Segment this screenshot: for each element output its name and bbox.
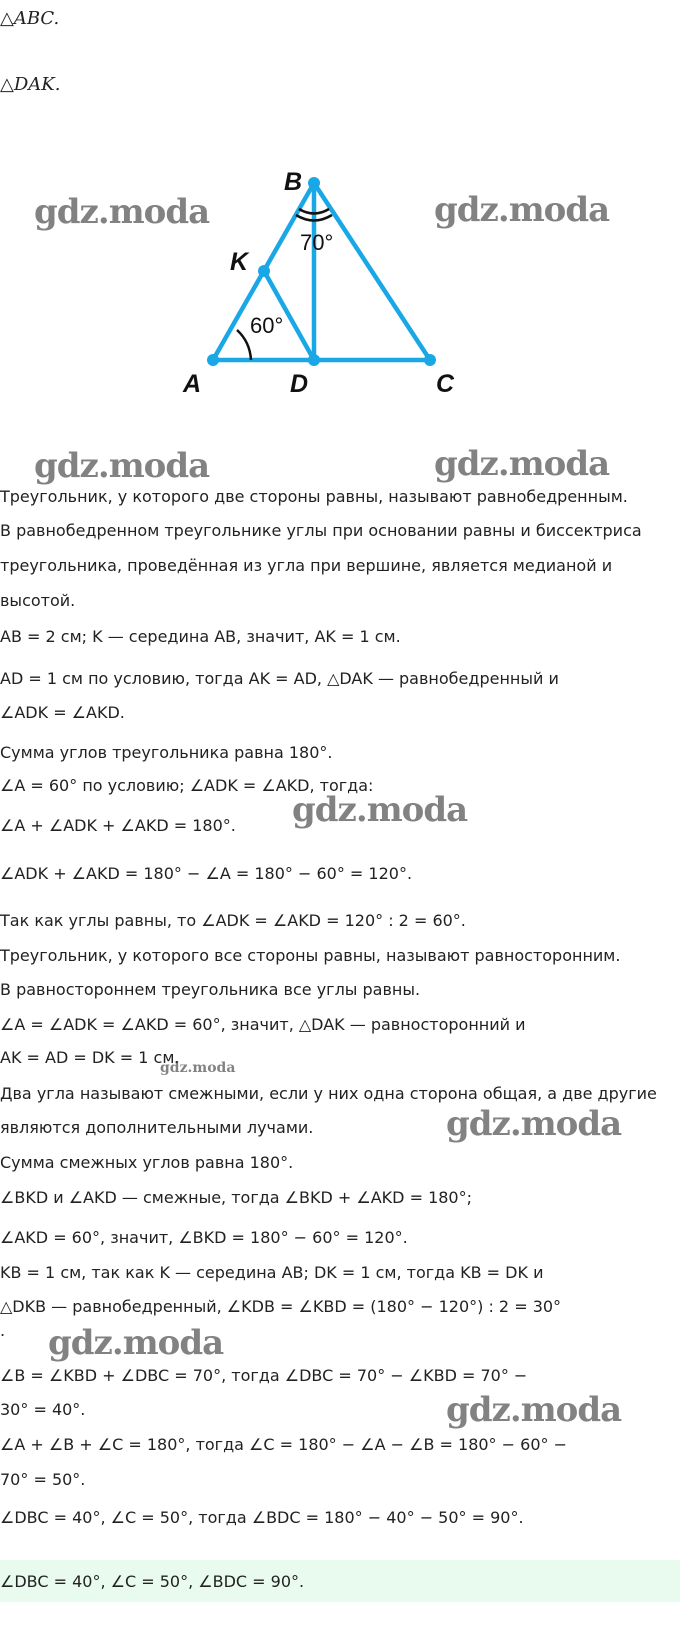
text-line: KB = 1 см, так как K — середина AB; DK = 1 см, тогда KB = DK и (0, 1263, 544, 1282)
text-line: ∠B = ∠KBD + ∠DBC = 70°, тогда ∠DBC = 70° − ∠KBD = 70° − (0, 1366, 528, 1385)
text-line: ∠ADK + ∠AKD = 180° − ∠A = 180° − 60° = 120°. (0, 864, 413, 883)
text-line: В равностороннем треугольника все углы равны. (0, 980, 421, 999)
point-d (308, 354, 320, 366)
text-line: 30° = 40°. (0, 1400, 86, 1419)
text-line: Треугольник, у которого все стороны равны, называют равносторонним. (0, 946, 621, 965)
text-line: Два угла называют смежными, если у них одна сторона общая, а две другие (0, 1084, 657, 1103)
watermark: gdz.moda (34, 446, 210, 486)
label-b: B (284, 168, 303, 196)
watermark: gdz.moda (446, 1390, 622, 1430)
header-line-dak: △DAK. (0, 74, 61, 95)
text-line: ∠BKD и ∠AKD — смежные, тогда ∠BKD + ∠AKD = 180°; (0, 1188, 472, 1207)
text-line: ∠AKD = 60°, значит, ∠BKD = 180° − 60° = 120°. (0, 1228, 408, 1247)
watermark: gdz.moda (446, 1104, 622, 1144)
label-k: K (230, 248, 249, 276)
text-line: Треугольник, у которого две стороны равны, называют равнобедренным. (0, 487, 628, 506)
label-d: D (290, 370, 309, 398)
text-line: ∠DBC = 40°, ∠C = 50°, тогда ∠BDC = 180° − 40° − 50° = 90°. (0, 1508, 524, 1527)
point-c (424, 354, 436, 366)
text-line: ∠A = ∠ADK = ∠AKD = 60°, значит, △DAK — равносторонний и (0, 1015, 526, 1034)
text-line: AB = 2 см; K — середина AB, значит, AK = 1 см. (0, 627, 401, 646)
watermark: gdz.moda (434, 190, 610, 230)
text-line: AD = 1 см по условию, тогда AK = AD, △DAK — равнобедренный и (0, 669, 559, 688)
text-line: В равнобедренном треугольнике углы при основании равны и биссектриса (0, 521, 642, 540)
text-line: △DKB — равнобедренный, ∠KDB = ∠KBD = (180° − 120°) : 2 = 30° (0, 1297, 562, 1316)
text-line: треугольника, проведённая из угла при вершине, является медианой и (0, 556, 613, 575)
text-line: ∠A + ∠B + ∠C = 180°, тогда ∠C = 180° − ∠A − ∠B = 180° − 60° − (0, 1435, 567, 1454)
text-line: ∠A = 60° по условию; ∠ADK = ∠AKD, тогда: (0, 776, 374, 795)
label-c: C (436, 370, 455, 398)
label-a: A (183, 370, 202, 398)
text-line: AK = AD = DK = 1 см. (0, 1048, 180, 1067)
watermark: gdz.moda (34, 192, 210, 232)
angle-a-label: 60° (250, 313, 284, 338)
point-b (308, 177, 320, 189)
text-line: Так как углы равны, то ∠ADK = ∠AKD = 120° : 2 = 60°. (0, 911, 466, 930)
text-line: высотой. (0, 591, 76, 610)
point-a (207, 354, 219, 366)
text-line: Сумма смежных углов равна 180°. (0, 1153, 294, 1172)
side-bc (314, 183, 430, 360)
text-line: 70° = 50°. (0, 1470, 86, 1489)
angle-b-label: 70° (300, 230, 334, 255)
watermark: gdz.moda (292, 790, 468, 830)
text-line: ∠A + ∠ADK + ∠AKD = 180°. (0, 816, 236, 835)
text-line: являются дополнительными лучами. (0, 1118, 314, 1137)
text-line: . (0, 1321, 6, 1340)
text-line: Сумма углов треугольника равна 180°. (0, 743, 333, 762)
watermark: gdz.moda (434, 444, 610, 484)
header-line-abc: △ABC. (0, 8, 60, 29)
watermark: gdz.moda (48, 1323, 224, 1363)
watermark: gdz.moda (160, 1060, 236, 1076)
arc-a (237, 330, 251, 360)
text-line: ∠ADK = ∠AKD. (0, 703, 125, 722)
point-k (258, 265, 270, 277)
answer-line: ∠DBC = 40°, ∠C = 50°, ∠BDC = 90°. (0, 1572, 305, 1591)
